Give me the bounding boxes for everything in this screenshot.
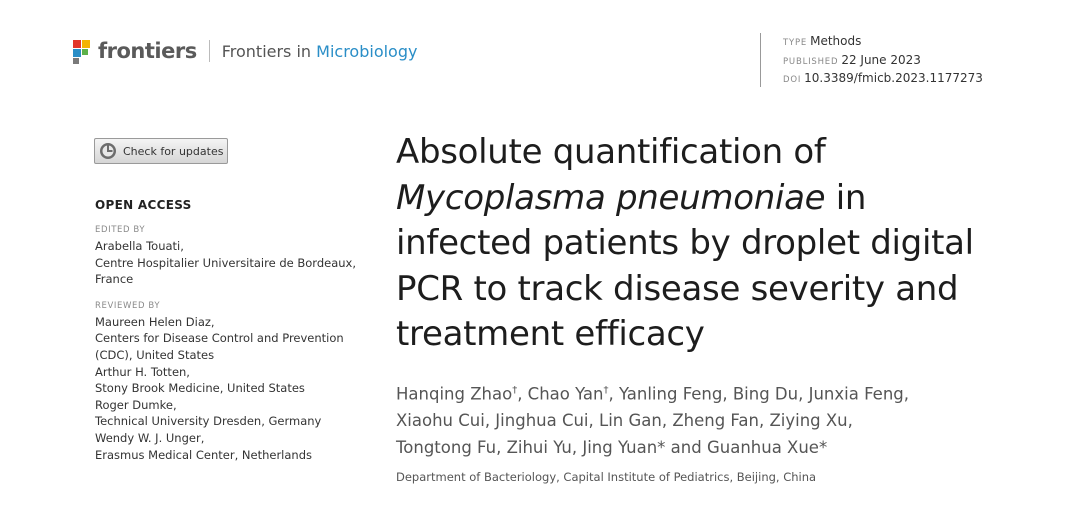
meta-type (783, 33, 983, 52)
equal-contribution-mark: † (603, 385, 609, 396)
crossmark-icon (99, 142, 117, 160)
frontiers-logo-icon (72, 38, 94, 64)
check-for-updates-button[interactable] (94, 138, 228, 164)
header-divider (209, 40, 210, 62)
meta-published-key: PUBLISHED (783, 56, 839, 67)
reviewer-line: Centers for Disease Control and Prevention (95, 331, 344, 346)
meta-type-value: Methods (810, 34, 862, 48)
editor-line: Centre Hospitalier Universitaire de Bordeaux, (95, 255, 356, 270)
publisher-logo[interactable] (72, 38, 417, 64)
authors-line-3[interactable]: Tongtong Fu, Zihui Yu, Jing Yuan* and Guanhua Xue* (396, 437, 828, 457)
title-line-3: infected patients by droplet digital (396, 223, 974, 263)
reviewer-line: Arthur H. Totten, (95, 364, 190, 379)
meta-doi-key: DOI (783, 75, 802, 85)
title-line-1: Absolute quantification of (396, 132, 826, 172)
title-line-2 (396, 176, 1036, 222)
equal-contribution-mark: † (512, 385, 518, 396)
meta-doi[interactable] (783, 70, 983, 89)
title-line-5: treatment efficacy (396, 314, 705, 354)
authors-line-2[interactable]: Xiaohu Cui, Jinghua Cui, Lin Gan, Zheng Fan, Ziying Xu, (396, 411, 853, 430)
open-access-label: OPEN ACCESS (95, 198, 192, 212)
editor-line: France (95, 272, 134, 287)
reviewer-line: Maureen Helen Diaz, (95, 314, 215, 329)
meta-doi-value[interactable]: 10.3389/fmicb.2023.1177273 (804, 71, 983, 85)
reviewer-line: Wendy W. J. Unger, (95, 430, 205, 445)
editor-line: Arabella Touati, (95, 239, 184, 253)
article-meta (760, 33, 983, 87)
journal-name (222, 42, 418, 61)
check-for-updates-label: Check for updates (123, 144, 224, 158)
reviewer-line: (CDC), United States (95, 347, 215, 362)
author-name[interactable]: , Chao Yan (517, 384, 604, 404)
reviewer-line: Technical University Dresden, Germany (95, 414, 322, 429)
article-sidebar (95, 198, 375, 463)
meta-published-value: 22 June 2023 (841, 52, 921, 67)
authors-line-1 (396, 378, 1036, 408)
journal-prefix: Frontiers in (221, 41, 317, 61)
author-list (396, 378, 1036, 461)
article-title (396, 130, 1036, 358)
title-line-4: PCR to track disease severity and (396, 268, 959, 309)
reviewed-by-label: REVIEWED BY (95, 300, 161, 311)
publisher-name: frontiers (98, 39, 197, 63)
meta-type-key: TYPE (783, 38, 808, 48)
author-affiliation: Department of Bacteriology, Capital Institute of Pediatrics, Beijing, China (396, 470, 817, 484)
journal-title: Microbiology (316, 41, 418, 61)
edited-by-label: EDITED BY (95, 225, 146, 235)
author-names[interactable]: , Yanling Feng, Bing Du, Junxia Feng, (608, 384, 909, 404)
meta-published (783, 52, 983, 71)
title-line-2-rest: in (825, 177, 867, 218)
reviewer-line: Erasmus Medical Center, Netherlands (95, 447, 313, 462)
reviewer-line: Roger Dumke, (95, 397, 177, 412)
title-organism: Mycoplasma pneumoniae (396, 177, 826, 218)
author-name[interactable]: Hanqing Zhao (396, 384, 513, 404)
reviewer-line: Stony Brook Medicine, United States (95, 381, 305, 396)
